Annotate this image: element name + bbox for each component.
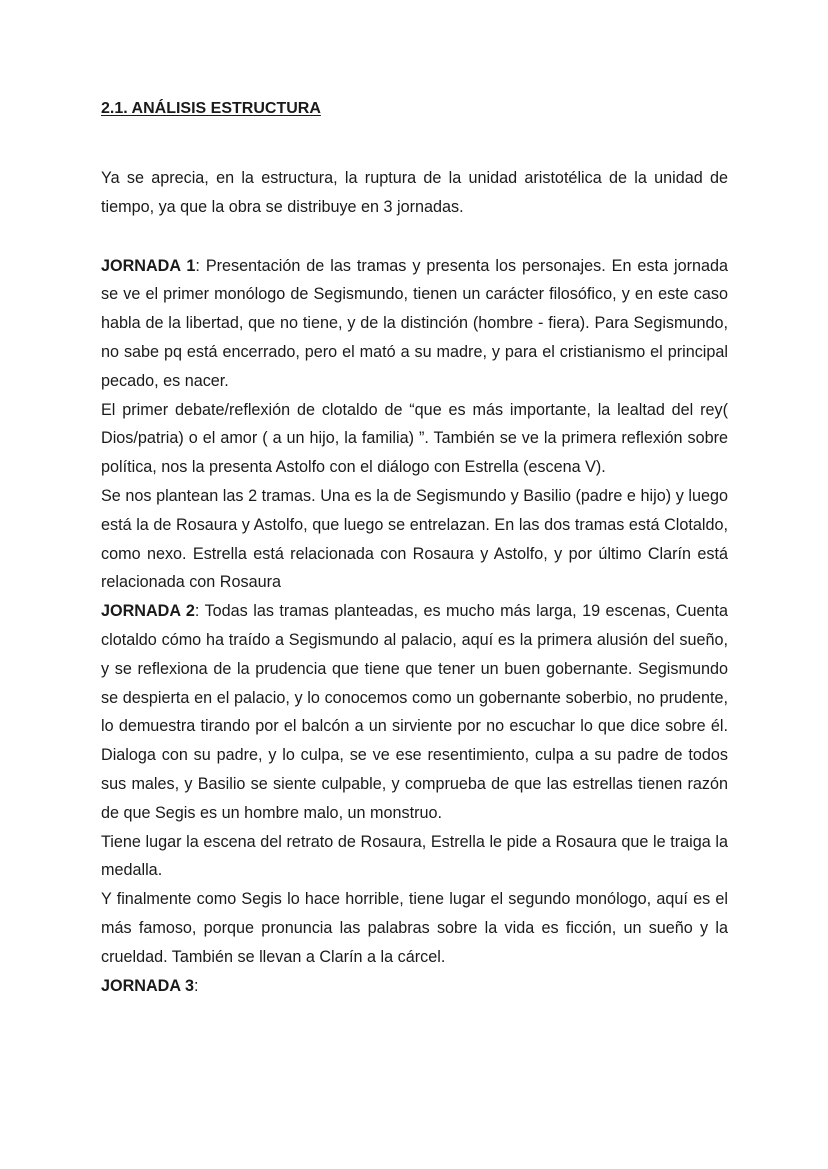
jornada-1-text: : Presentación de las tramas y presenta los personajes. En esta jornada se ve el primer monólogo de Segismundo, tienen un carácter filosófico, y en este caso habla de la libertad, que no tiene, y de la distinción (hombre - fiera). Para Segismundo, no sabe pq está encerrado, pero el mató a su madre, y para el cristianismo el principal pecado, es nacer. <box>101 256 728 390</box>
section-heading: 2.1. ANÁLISIS ESTRUCTURA <box>101 100 321 117</box>
jornada-1-paragraph-2: El primer debate/reflexión de clotaldo de “que es más importante, la lealtad del rey( Dios/patria) o el amor ( a un hijo, la familia) ”. También se ve la primera reflexión sobre política, nos la presenta Astolfo con el diálogo con Estrella (escena V). <box>101 400 728 477</box>
jornada-1-paragraph-3: Se nos plantean las 2 tramas. Una es la de Segismundo y Basilio (padre e hijo) y luego está la de Rosaura y Astolfo, que luego se entrelazan. En las dos tramas está Clotaldo, como nexo. Estrella está relacionada con Rosaura y Astolfo, y por último Clarín está relacionada con Rosaura <box>101 486 728 592</box>
jornada-1-paragraph <box>101 252 728 396</box>
jornada-2-label: JORNADA 2 <box>101 602 195 621</box>
jornada-1-label: JORNADA 1 <box>101 256 196 275</box>
jornada-3-paragraph <box>101 972 728 1001</box>
jornada-2-paragraph-2: Tiene lugar la escena del retrato de Rosaura, Estrella le pide a Rosaura que le traiga la medalla. <box>101 832 728 880</box>
intro-paragraph: Ya se aprecia, en la estructura, la ruptura de la unidad aristotélica de la unidad de tiempo, ya que la obra se distribuye en 3 jornadas. <box>101 169 728 216</box>
jornada-2-paragraph <box>101 597 728 827</box>
jornada-3-text: : <box>193 976 199 995</box>
jornada-2-paragraph-3: Y finalmente como Segis lo hace horrible, tiene lugar el segundo monólogo, aquí es el más famoso, porque pronuncia las palabras sobre la vida es ficción, un sueño y la crueldad. También se llevan a Clarín a la cárcel. <box>101 890 728 966</box>
jornada-2-text: : Todas las tramas planteadas, es mucho más larga, 19 escenas, Cuenta clotaldo cómo ha traído a Segismundo al palacio, aquí es la primera alusión del sueño, y se reflexiona de la prudencia que tiene que tener un buen gobernante. Segismundo se despierta en el palacio, y lo conocemos como un gobernante soberbio, no prudente, lo demuestra tirando por el balcón a un sirviente por no escuchar lo que dice sobre él. Dialoga con su padre, y lo culpa, se ve ese resentimiento, culpa a su padre de todos sus males, y Basilio se siente culpable, y comprueba de que las estrellas tienen razón de que Segis es un hombre malo, un monstruo. <box>101 602 728 822</box>
jornada-3-label: JORNADA 3 <box>101 976 194 995</box>
